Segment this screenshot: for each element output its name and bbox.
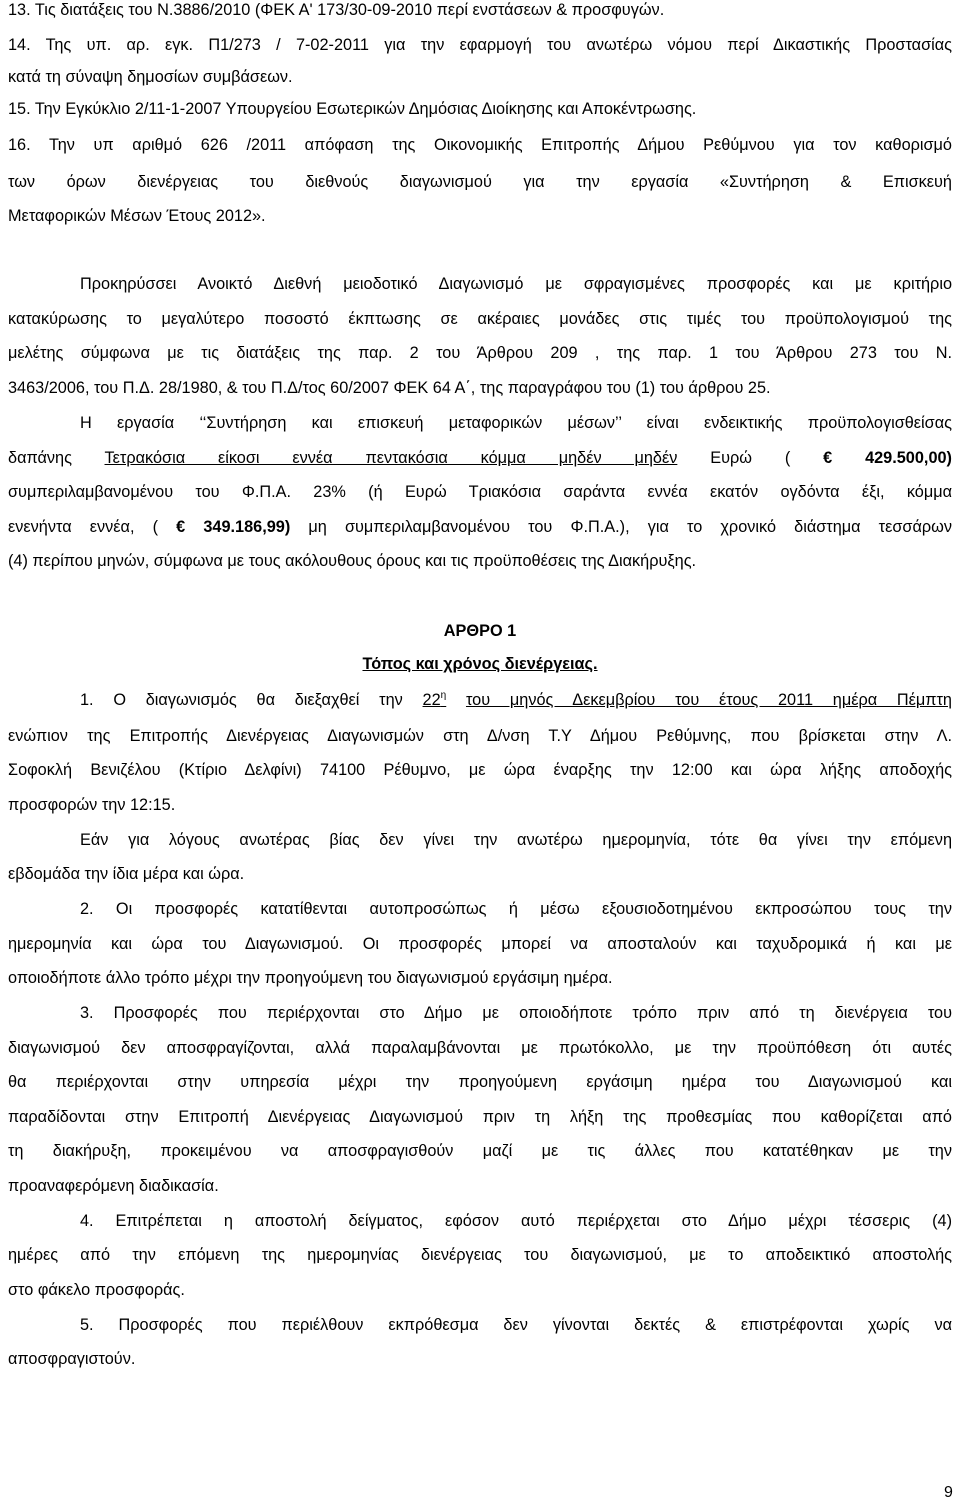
para3-line: προαναφερόμενη διαδικασία. xyxy=(8,1177,219,1195)
reference-item-13: 13. Τις διατάξεις του Ν.3886/2010 (ΦΕΚ Α' 173/30-09-2010 περί ενστάσεων & προσφυγών. xyxy=(8,1,665,19)
reference-item-16: 16. Την υπ αριθμό 626 /2011 απόφαση της Οικονομικής Επιτροπής Δήμου Ρεθύμνου για τον καθορισμό xyxy=(8,136,952,154)
budget-amount-words: Τετρακόσια είκοσι εννέα πεντακόσια κόμμα μηδέν μηδέν xyxy=(104,449,678,467)
para1-prefix: 1. Ο διαγωνισμός θα διεξαχθεί την xyxy=(80,691,403,709)
para3-line: παραδίδονται στην Επιτροπή Διενέργειας Διαγωνισμού πριν τη λήξη της προθεσμίας που καθορίζεται από xyxy=(8,1108,952,1126)
para1-line: προσφορών την 12:15. xyxy=(8,796,176,814)
reference-item-15: 15. Την Εγκύκλιο 2/11-1-2007 Υπουργείου Εσωτερικών Δημόσιας Διοίκησης και Αποκέντρωσης. xyxy=(8,100,697,118)
para1-line: ενώπιον της Επιτροπής Διενέργειας Διαγωνισμών στη Δ/νση Τ.Υ Δήμου Ρεθύμνης, που βρίσκεται στην Λ. xyxy=(8,727,952,745)
para1-month: του μηνός Δεκεμβρίου του έτους 2011 ημέρα Πέμπτη xyxy=(465,691,952,709)
budget-amount-net: € 349.186,99) xyxy=(176,518,291,536)
para3-line: διαγωνισμού δεν αποσφραγίζονται, αλλά παραλαμβάνονται με πρωτόκολλο, με την προϋπόθεση ότι αυτές xyxy=(8,1039,952,1057)
budget-amount-total: € 429.500,00) xyxy=(823,449,952,467)
para4-line: ημέρες από την επόμενη της ημερομηνίας διενέργειας του διαγωνισμού, με το αποδεικτικό αποστολής xyxy=(8,1246,952,1264)
para5-line: 5. Προσφορές που περιέλθουν εκπρόθεσμα δεν γίνονται δεκτές & επιστρέφονται χωρίς να xyxy=(80,1316,952,1334)
announcement-line: μελέτης σύμφωνα με τις διατάξεις της παρ. 2 του Άρθρου 209 , της παρ. 1 του Άρθρου 273 του Ν. xyxy=(8,344,952,362)
para3-line: θα περιέρχονται στην υπηρεσία μέχρι την προηγούμενη εργάσιμη ημέρα του Διαγωνισμού και xyxy=(8,1073,952,1091)
para1-line: Εάν για λόγους ανωτέρας βίας δεν γίνει την ανωτέρω ημερομηνία, τότε θα γίνει την επόμενη xyxy=(80,831,952,849)
para3-line: 3. Προσφορές που περιέρχονται στο Δήμο με οποιοδήποτε τρόπο πριν από τη διενέργεια του xyxy=(80,1004,952,1022)
budget-line xyxy=(8,517,952,537)
page-number: 9 xyxy=(944,1484,953,1501)
para2-line: 2. Οι προσφορές κατατίθενται αυτοπροσώπως ή μέσω εξουσιοδοτημένου εκπροσώπου τους την xyxy=(80,900,952,918)
para1-date-day: 22 xyxy=(422,691,441,709)
budget-line: Η εργασία ‘‘Συντήρηση και επισκευή μεταφορικών μέσων’’ είναι ενδεικτικής προϋπολογισθείσας xyxy=(80,414,952,432)
budget-line xyxy=(8,448,952,468)
budget-prefix: ενενήντα εννέα, ( xyxy=(8,518,159,536)
para1-line: εβδομάδα την ίδια μέρα και ώρα. xyxy=(8,865,245,883)
reference-item-16-cont: των όρων διενέργειας του διεθνούς διαγωνισμού για την εργασία «Συντήρηση & Επισκευή xyxy=(8,173,952,191)
announcement-line: Προκηρύσσει Ανοικτό Διεθνή μειοδοτικό Διαγωνισμό με σφραγισμένες προσφορές και με κριτήριο xyxy=(80,275,952,293)
announcement-line: 3463/2006, του Π.Δ. 28/1980, & του Π.Δ/τος 60/2007 ΦΕΚ 64 Α΄, της παραγράφου του (1) του άρθρου 25. xyxy=(8,379,771,397)
para4-line: 4. Επιτρέπεται η αποστολή δείγματος, εφόσον αυτό περιέρχεται στο Δήμο μέχρι τέσσερις (4) xyxy=(80,1212,952,1230)
budget-line: (4) περίπου μηνών, σύμφωνα με τους ακόλουθους όρους και τις προϋποθέσεις της Διακήρυξης. xyxy=(8,552,697,570)
article-subtitle xyxy=(0,653,960,675)
reference-item-16-end: Μεταφορικών Μέσων Έτους 2012». xyxy=(8,207,266,225)
budget-suffix: μη συμπεριλαμβανομένου του Φ.Π.Α.), για το χρονικό διάστημα τεσσάρων xyxy=(308,518,952,536)
para5-line: αποσφραγιστούν. xyxy=(8,1350,136,1368)
budget-prefix: δαπάνης xyxy=(8,449,72,467)
budget-currency: Ευρώ ( xyxy=(710,449,791,467)
para1-line: Σοφοκλή Βενιζέλου (Κτίριο Δελφίνι) 74100 Ρέθυμνο, με ώρα έναρξης την 12:00 και ώρα λήξης αποδοχής xyxy=(8,761,952,779)
para1-date xyxy=(423,691,447,709)
para2-line: ημερομηνία και ώρα του Διαγωνισμού. Οι προσφορές μπορεί να αποσταλούν και ταχυδρομικά ή και με xyxy=(8,935,952,953)
para1-date-suffix: η xyxy=(440,690,447,701)
reference-item-14: 14. Της υπ. αρ. εγκ. Π1/273 / 7-02-2011 για την εφαρμογή του ανωτέρω νόμου περί Δικαστικής Προστασίας xyxy=(8,36,952,54)
para2-line: οποιοδήποτε άλλο τρόπο μέχρι την προηγούμενη του διαγωνισμού εργάσιμη ημέρα. xyxy=(8,969,613,987)
article-subtitle-text: Τόπος και χρόνος διενέργειας. xyxy=(362,655,598,673)
budget-line: συμπεριλαμβανομένου του Φ.Π.Α. 23% (ή Ευρώ Τριακόσια σαράντα εννέα εκατόν ογδόντα έξι, κόμμα xyxy=(8,483,952,501)
para3-line: τη διακήρυξη, προκειμένου να αποσφραγισθούν μαζί με τις άλλες που κατατέθηκαν με την xyxy=(8,1142,952,1160)
reference-item-14-cont: κατά τη σύναψη δημοσίων συμβάσεων. xyxy=(8,68,293,86)
para1-line xyxy=(80,690,952,710)
article-title: ΑΡΘΡΟ 1 xyxy=(443,622,517,640)
para4-line: στο φάκελο προσφοράς. xyxy=(8,1281,185,1299)
announcement-line: κατακύρωσης το μεγαλύτερο ποσοστό έκπτωσης σε ακέραιες μονάδες στις τιμές του προϋπολογισμού της xyxy=(8,310,952,328)
